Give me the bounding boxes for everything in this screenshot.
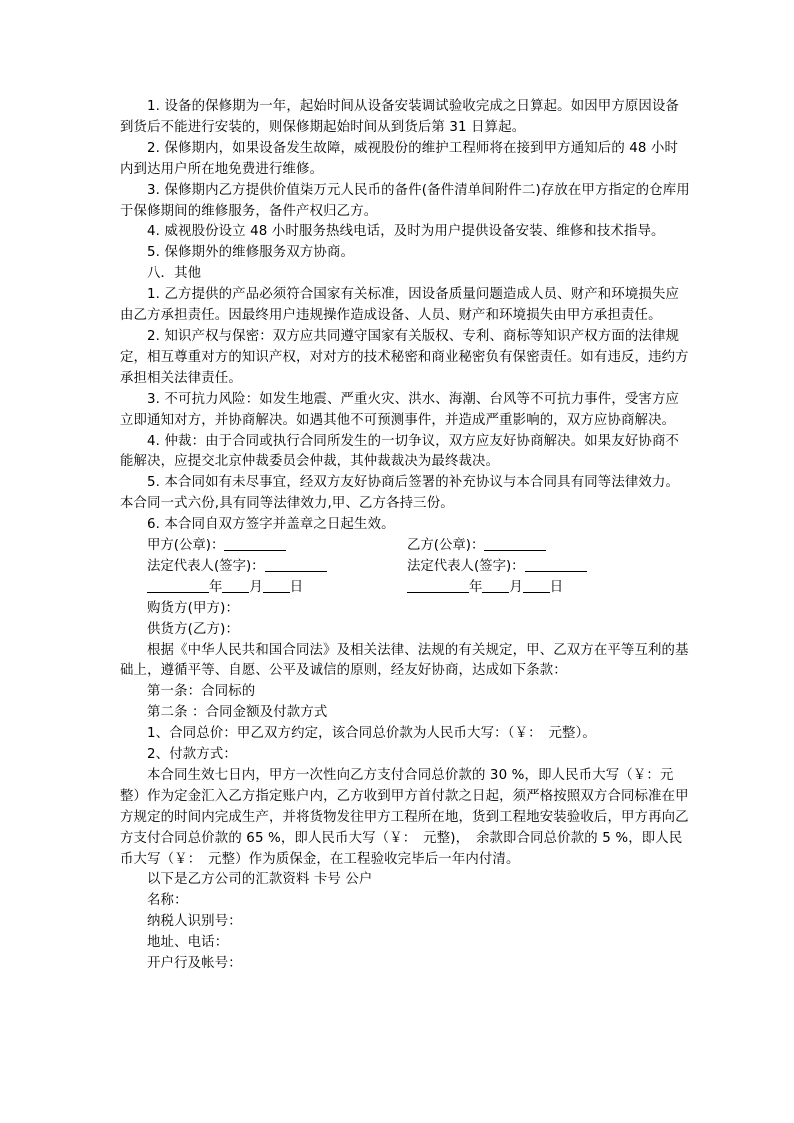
contract-paragraph-5: 第二条 ：合同金额及付款方式 [147, 705, 328, 721]
party-b-rep-blank [525, 557, 587, 572]
contract-paragraph-6: 1、合同总价：甲乙双方约定，该合同总价款为人民币大写：（￥： 元整）。 [147, 726, 596, 742]
clause-paragraph-12: 6. 本合同自双方签字并盖章之日起生效。 [147, 517, 395, 533]
seal-row [120, 536, 690, 557]
clause-paragraph-5: 5. 保修期外的维修服务双方协商。 [147, 245, 355, 261]
contract-paragraph-1: 购货方(甲方)： [147, 600, 239, 616]
clause-paragraph-8: 2. 知识产权与保密：双方应共同遵守国家有关版权、专利、商标等知识产权方面的法律规定，相互尊重对方的知识产权，对对方的技术秘密和商业秘密负有保密责任。如有违反，违约方承担相关法律责任。 [120, 328, 689, 386]
clause-paragraph-2: 2. 保修期内，如果设备发生故障，威视股份的维护工程师将在接到甲方通知后的 48 小时内到达用户所在地免费进行维修。 [120, 140, 679, 177]
party-b-date: 年 月 日 [407, 578, 563, 599]
clause-paragraph-7: 1. 乙方提供的产品必须符合国家有关标准，因设备质量问题造成人员、财产和环境损失应由乙方承担责任。因最终用户违规操作造成设备、人员、财产和环境损失由甲方承担责任。 [120, 287, 680, 324]
clause-paragraph-9: 3. 不可抗力风险：如发生地震、严重火灾、洪水、海潮、台风等不可抗力事件，受害方应立即通知对方，并协商解决。如遇其他不可预测事件，并造成严重影响的，双方应协商解决。 [120, 391, 680, 428]
clause-paragraph-11: 5. 本合同如有未尽事宜，经双方友好协商后签署的补充协议与本合同具有同等法律效力。本合同一式六份,具有同等法律效力,甲、乙方各持三份。 [120, 475, 680, 512]
purchase-contract-terms [120, 599, 690, 975]
contract-paragraph-9: 以下是乙方公司的汇款资料 卡号 公户 [147, 872, 373, 888]
party-a-date: 年 月 日 [147, 578, 303, 599]
party-b-seal-blank [484, 536, 546, 551]
clause-paragraph-6: 八．其他 [147, 266, 202, 282]
contract-paragraph-10: 名称： [147, 893, 188, 909]
party-a-rep-label: 法定代表人(签字)： [147, 558, 265, 574]
contract-document [120, 97, 690, 975]
party-b-rep-label: 法定代表人(签字)： [407, 558, 525, 574]
contract-paragraph-13: 开户行及帐号： [147, 956, 242, 972]
contract-paragraph-7: 2、付款方式： [147, 747, 237, 763]
contract-paragraph-4: 第一条：合同标的 [147, 684, 256, 700]
representative-row [120, 557, 690, 578]
clause-paragraph-3: 3. 保修期内乙方提供价值柒万元人民币的备件(备件清单间附件二)存放在甲方指定的仓库用于保修期间的维修服务，备件产权归乙方。 [120, 182, 690, 219]
clause-paragraph-10: 4. 仲裁：由于合同或执行合同所发生的一切争议，双方应友好协商解决。如果友好协商不能解决，应提交北京仲裁委员会仲裁，其仲裁裁决为最终裁决。 [120, 433, 680, 470]
date-row [120, 578, 690, 599]
warranty-and-other-terms [120, 97, 690, 536]
contract-paragraph-8: 本合同生效七日内，甲方一次性向乙方支付合同总价款的 30 %，即人民币大写（￥：元整）作为定金汇入乙方指定账户内，乙方收到甲方首付款之日起，须严格按照双方合同标准在甲方规定的时间内完成生产，并将货物发往甲方工程所在地，货到工程地安装验收后，甲方再向乙方支付合同总价款的 65 %，即人民币大写（￥： 元整)， 余款即合同总价款的 5 %，即人民币大写（￥： 元整）作为质保金，在工程验收完毕后一年内付清。 [120, 767, 689, 867]
clause-paragraph-4: 4. 威视股份设立 48 小时服务热线电话，及时为用户提供设备安装、维修和技术指导。 [147, 224, 665, 240]
signature-block [120, 536, 690, 599]
party-a-seal-label: 甲方(公章)： [147, 538, 225, 554]
contract-paragraph-3: 根据《中华人民共和国合同法》及相关法律、法规的有关规定，甲、乙双方在平等互利的基础上，遵循平等、自愿、公平及诚信的原则，经友好协商，达成如下条款： [120, 642, 689, 679]
party-a-seal-blank [224, 536, 286, 551]
clause-paragraph-1: 1. 设备的保修期为一年，起始时间从设备安装调试验收完成之日算起。如因甲方原因设备到货后不能进行安装的，则保修期起始时间从到货后第 31 日算起。 [120, 99, 680, 135]
contract-paragraph-2: 供货方(乙方)： [147, 621, 239, 637]
party-b-seal-label: 乙方(公章)： [407, 538, 485, 554]
party-a-rep-blank [265, 557, 327, 572]
contract-paragraph-12: 地址、电话： [147, 935, 229, 951]
contract-paragraph-11: 纳税人识别号： [147, 914, 242, 930]
